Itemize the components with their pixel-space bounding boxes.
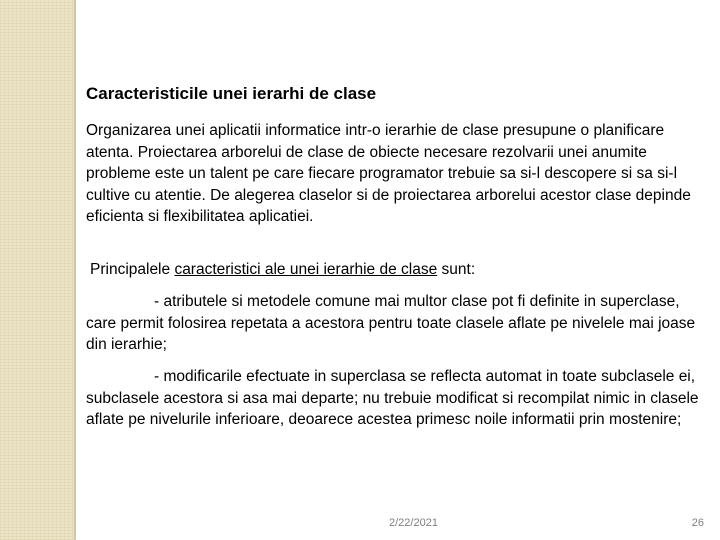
bullet-item-1-text: - atributele si metodele comune mai multor clase pot fi definite in superclase, care permit folosirea repetata a acestora pentru toate clasele aflate pe nivelele mai joase din ierarhie; <box>86 293 696 353</box>
characteristics-suffix: sunt: <box>437 261 476 278</box>
slide-number: 26 <box>691 517 704 529</box>
bullet-item-2-text: - modificarile efectuate in superclasa se reflecta automat in toate subclasele ei, subclasele acestora si asa mai departe; nu trebuie modificat si recompilat nimic in clasele aflate pe nivelurile inferioare, deoarece acestea primesc noile informatii prin mostenire; <box>86 368 699 428</box>
decorative-sidebar <box>0 0 76 540</box>
bullet-item-1 <box>86 291 698 356</box>
footer-date: 2/22/2021 <box>389 517 438 529</box>
characteristics-underlined: caracteristici ale unei ierarhie de clase <box>174 261 438 278</box>
slide-title: Caracteristicile unei ierarhi de clase <box>86 84 377 103</box>
characteristics-prefix: Principalele <box>90 261 175 278</box>
bullet-item-2 <box>86 366 704 431</box>
characteristics-intro <box>90 259 475 281</box>
intro-paragraph: Organizarea unei aplicatii informatice intr-o ierarhie de clase presupune o planificare atenta. Proiectarea arborelui de clase de obiecte necesare rezolvarii unei anumite probleme este un talent pe care fiecare programator trebuie sa si-l descopere si sa si-l cultive cu atentie. De alegerea claselor si de proiectarea arborelui acestor clase depinde eficienta si flexibilitatea aplicatiei. <box>86 122 691 225</box>
